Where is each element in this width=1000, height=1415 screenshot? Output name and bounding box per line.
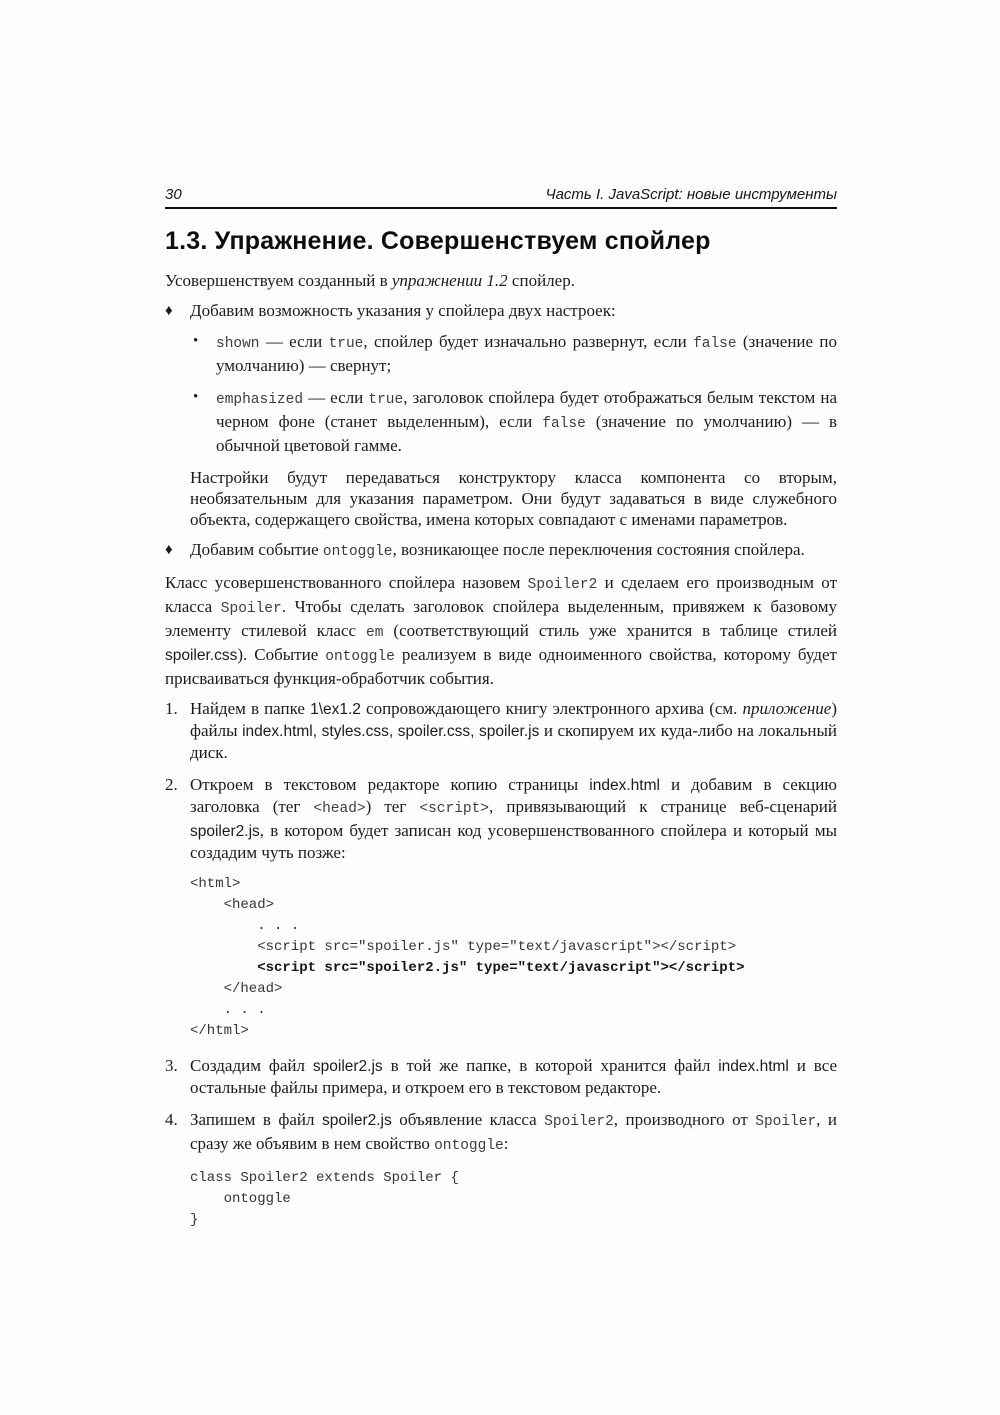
bullet-settings-text: Добавим возможность указания у спойлера двух настроек:: [190, 301, 616, 321]
bullet-settings: [165, 300, 837, 322]
code-line: . . .: [190, 918, 300, 935]
dot-bullet-icon: •: [193, 333, 199, 350]
settings-note-paragraph: Настройки будут передаваться конструктору класса компонента со вторым, необязательным для указания параметром. Они будут задаваться в виде служебного объекта, содержащего свойства, имена которых совпадают с именами параметров.: [190, 468, 837, 530]
dot-bullet-icon: •: [193, 389, 199, 406]
running-title: Часть I. JavaScript: новые инструменты: [545, 186, 837, 203]
bullet-shown-text: shown — если true, спойлер будет изначально развернут, если false (значение по умолчанию) — свернут;: [216, 332, 837, 376]
bullet-emphasized-text: emphasized — если true, заголовок спойлера будет отображаться белым текстом на черном фоне (станет выделенным), если false (значение по умолчанию) — в обычной цветовой гамме.: [216, 388, 837, 456]
code-line: </html>: [190, 1023, 249, 1040]
code-line: </head>: [190, 981, 283, 998]
section-title: 1.3. Упражнение. Совершенствуем спойлер: [165, 227, 711, 256]
code-line: . . .: [190, 1002, 266, 1019]
code-line: <html>: [190, 876, 241, 893]
bullet-ontoggle-text: Добавим событие ontoggle, возникающее после переключения состояния спойлера.: [190, 540, 805, 561]
step-1-number: 1.: [165, 699, 178, 719]
page-content: [165, 186, 837, 1244]
bullet-emphasized-option: [193, 387, 837, 456]
step-3-number: 3.: [165, 1056, 178, 1076]
step-1: [165, 698, 837, 763]
page-number: 30: [165, 186, 182, 203]
step-2-number: 2.: [165, 775, 178, 795]
step-3: [165, 1055, 837, 1098]
step-4-number: 4.: [165, 1110, 178, 1130]
code-line: }: [190, 1212, 199, 1229]
code-line: ontoggle: [190, 1191, 291, 1208]
diamond-bullet-icon: ♦: [165, 303, 173, 320]
class-description-paragraph: Класс усовершенствованного спойлера назовем Spoiler2 и сделаем его производным от класса Spoiler. Чтобы сделать заголовок спойлера выделенным, привяжем к базовому элементу стилевой класс em (соответствующий стиль уже хранится в таблице стилей spoiler.css). Событие ontoggle реализуем в виде одноименного свойства, которому будет присваиваться функция-обработчик события.: [165, 573, 837, 689]
running-head: [165, 186, 837, 209]
step-2-text: Откроем в текстовом редакторе копию страницы index.html и добавим в секцию заголовка (тег <head>) тег <script>, привязывающий к странице веб-сценарий spoiler2.js, в котором будет записан код усовершенствованного спойлера и который мы создадим чуть позже:: [190, 775, 837, 863]
step-4-text: Запишем в файл spoiler2.js объявление класса Spoiler2, производного от Spoiler, и сразу же объявим в нем свойство ontoggle:: [190, 1110, 837, 1155]
code-line: class Spoiler2 extends Spoiler {: [190, 1170, 459, 1187]
diamond-bullet-icon: ♦: [165, 542, 173, 559]
step-1-text: Найдем в папке 1\ex1.2 сопровождающего книгу электронного архива (см. приложение) файлы index.html, styles.css, spoiler.css, spoiler.js и скопируем их куда-либо на локальный диск.: [190, 699, 837, 763]
step-2: [165, 774, 837, 863]
bullet-shown-option: [193, 331, 837, 376]
code-line: <head>: [190, 897, 275, 914]
code-snippet-html: [190, 874, 837, 1042]
step-3-text: Создадим файл spoiler2.js в той же папке, в которой хранится файл index.html и все остальные файлы примера, и откроем его в текстовом редакторе.: [190, 1056, 837, 1098]
code-line: <script src="spoiler.js" type="text/javascript"></script>: [190, 939, 737, 956]
intro-paragraph: Усовершенствуем созданный в упражнении 1.2 спойлер.: [165, 271, 575, 291]
code-line-bold: <script src="spoiler2.js" type="text/javascript"></script>: [190, 960, 745, 977]
step-4: [165, 1109, 837, 1157]
bullet-ontoggle-event: [165, 539, 837, 563]
code-snippet-spoiler2-class: [190, 1168, 837, 1231]
